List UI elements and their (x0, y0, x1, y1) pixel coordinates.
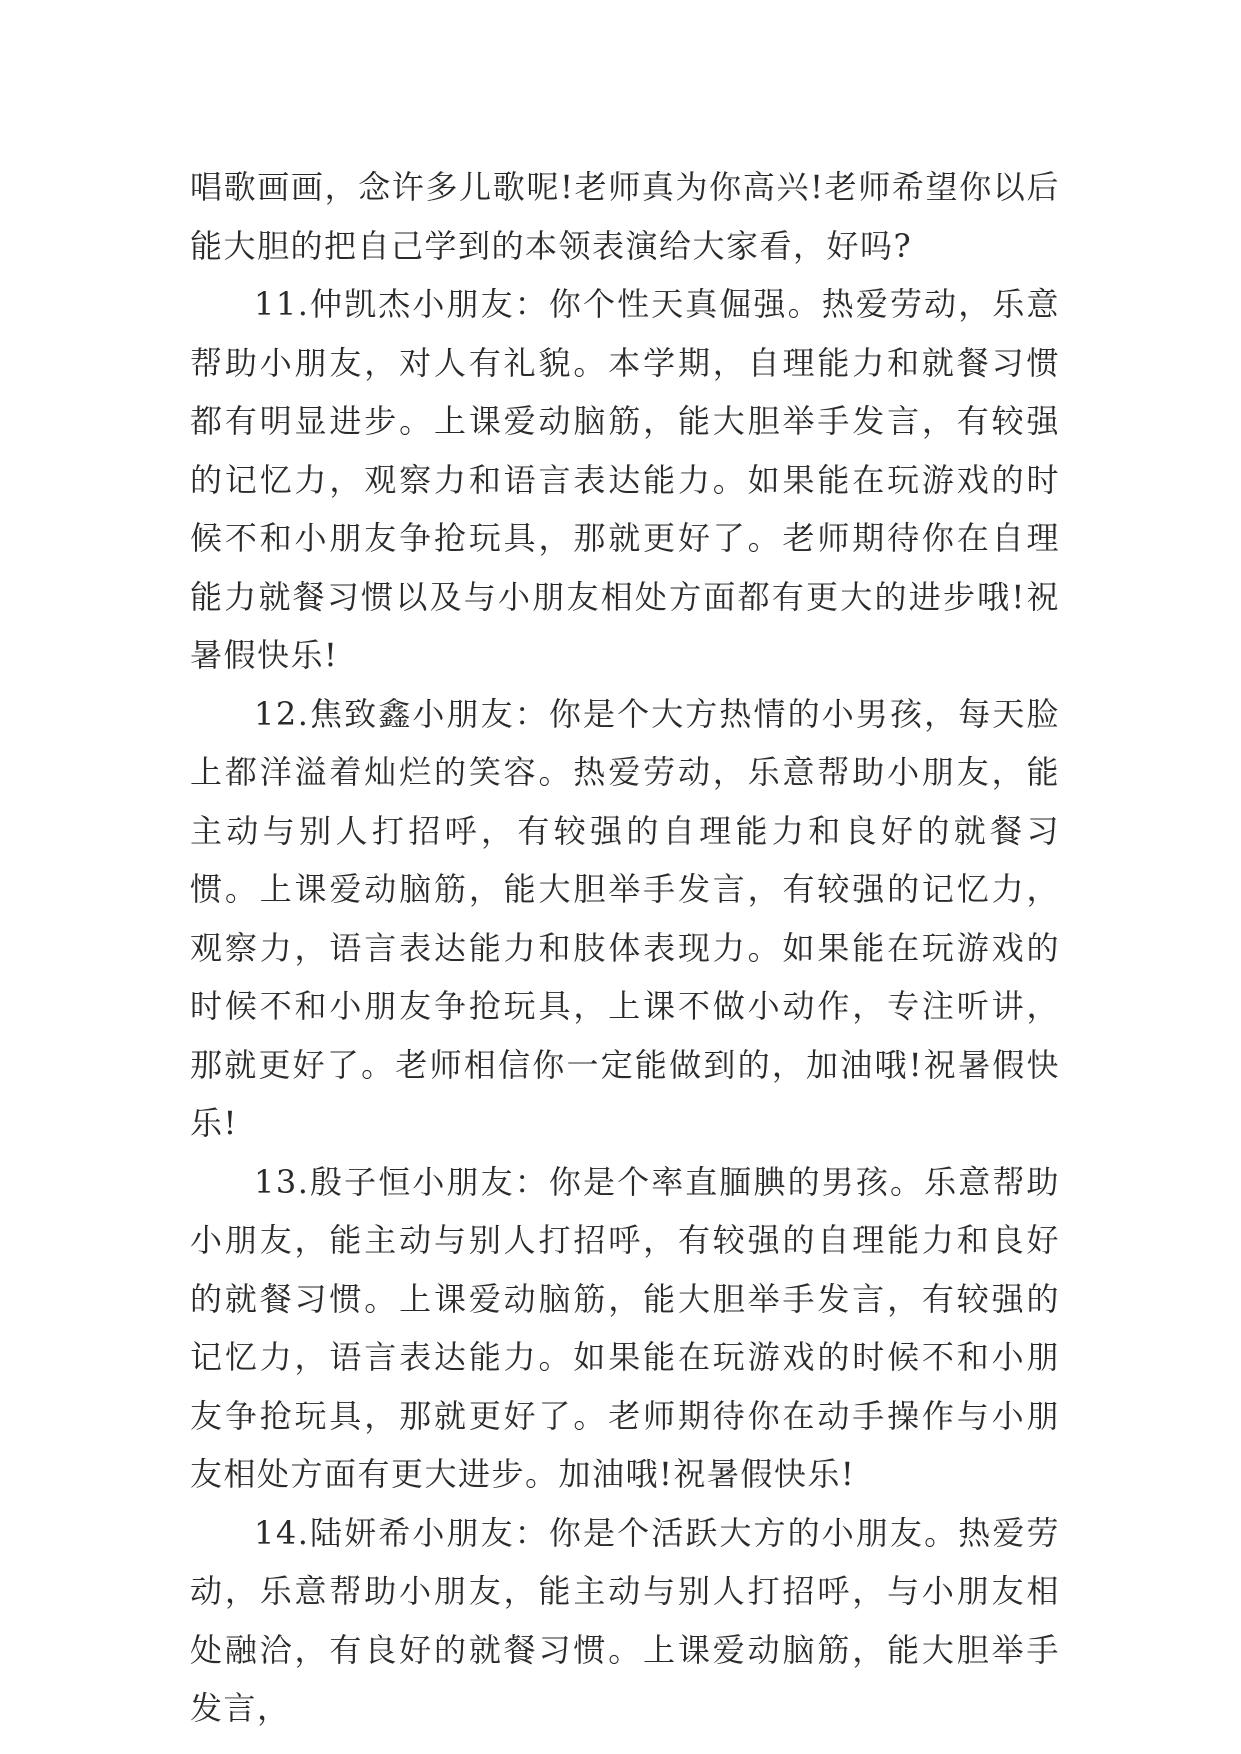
paragraph-item-13: 13.殷子恒小朋友：你是个率直腼腆的男孩。乐意帮助小朋友，能主动与别人打招呼，有较强的自理能力和良好的就餐习惯。上课爱动脑筋，能大胆举手发言，有较强的记忆力，语言表达能力。如果能在玩游戏的时候不和小朋友争抢玩具，那就更好了。老师期待你在动手操作与小朋友相处方面有更大进步。加油哦!祝暑假快乐! (190, 1162, 1060, 1493)
paragraph-item-11: 11.仲凯杰小朋友：你个性天真倔强。热爱劳动，乐意帮助小朋友，对人有礼貌。本学期，自理能力和就餐习惯都有明显进步。上课爱动脑筋，能大胆举手发言，有较强的记忆力，观察力和语言表达能力。如果能在玩游戏的时候不和小朋友争抢玩具，那就更好了。老师期待你在自理能力就餐习惯以及与小朋友相处方面都有更大的进步哦!祝暑假快乐! (190, 285, 1060, 674)
paragraph-continuation: 唱歌画画，念许多儿歌呢!老师真为你高兴!老师希望你以后能大胆的把自己学到的本领表演给大家看，好吗? (190, 168, 1060, 265)
paragraph-item-12: 12.焦致鑫小朋友：你是个大方热情的小男孩，每天脸上都洋溢着灿烂的笑容。热爱劳动，乐意帮助小朋友，能主动与别人打招呼，有较强的自理能力和良好的就餐习惯。上课爱动脑筋，能大胆举手发言，有较强的记忆力，观察力，语言表达能力和肢体表现力。如果能在玩游戏的时候不和小朋友争抢玩具，上课不做小动作，专注听讲，那就更好了。老师相信你一定能做到的，加油哦!祝暑假快乐! (190, 694, 1060, 1142)
paragraph-item-14: 14.陆妍希小朋友：你是个活跃大方的小朋友。热爱劳动，乐意帮助小朋友，能主动与别人打招呼，与小朋友相处融洽，有良好的就餐习惯。上课爱动脑筋，能大胆举手发言， (190, 1513, 1060, 1727)
document-body (190, 158, 1060, 1738)
